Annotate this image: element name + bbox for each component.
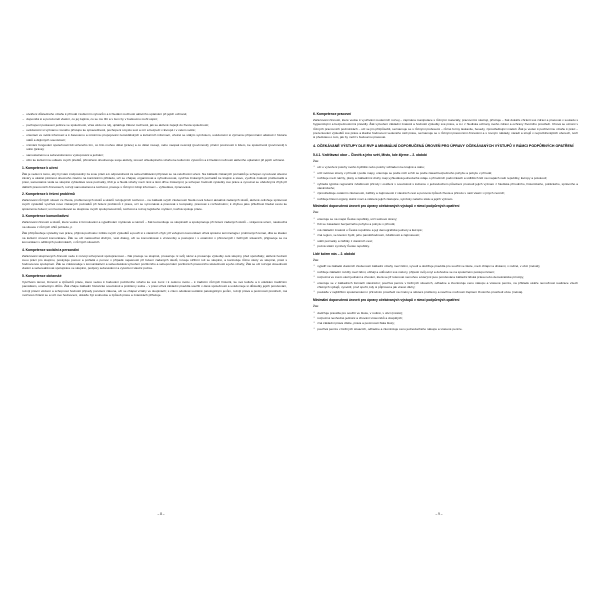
- list-item: • sdělí poznatky a zážitky z vlastních cest;: [313, 239, 578, 243]
- list-item: – dopovídá si a porozumět vlastní, co jej zajímá, co se mu líbí a v čem by v budoucnu mohl uspět;: [22, 117, 287, 121]
- list-item: • pozná státní symboly České republiky.: [313, 244, 578, 248]
- paragraph-student-label: Žák:: [313, 257, 320, 262]
- list-item: • učí o vytvoření polohy svého bydliště nebo polohy schladem ke krajině a státu;: [313, 165, 578, 169]
- left-top-bullet-list: [22, 112, 287, 162]
- list-item: • rozpozná nevhodné jednání a chování vrstevníků a dospělých;: [313, 316, 578, 320]
- section-heading-expected-outputs: 4. OČEKÁVANÉ VÝSTUPY DLE RVP A MINIMÁLNÍ DOPORUČENÁ ÚROVEŇ PRO ÚPRAVY OČEKÁVANÝCH VÝSTUPŮ V RÁMCI PODPŮRNÝCH OPATŘENÍ: [313, 144, 574, 149]
- section-heading-competence-communication: 3. Kompetence komunikativní: [22, 214, 69, 219]
- list-item: • rozlišuje hlavní orgány státní moci a některé jejich zástupce, symboly našeho státu a jejich význam.: [313, 197, 578, 201]
- section-heading-competence-civic: 5. Kompetence občanské: [22, 274, 62, 279]
- two-column-layout: [22, 112, 578, 502]
- list-item: • rozlišuje mezi náčrty, plány a základními druhy map,vyhledává jednoduché údaje o přírodních podmínkách a sídlištích lidí na mapách naší republiky, Evropy a polokoulí;: [313, 176, 578, 180]
- list-item: • vyjádří na základě vlastních zkušeností základní vztahy mezi lidmi, vyvodí a dodržuje pravidla pro soužití ve škole, mezi chlapci a dívkami, v rodině, v obci (městě);: [313, 264, 578, 268]
- list-item: • používá peníze v běžných situacích, odhadne a zkontroluje cenu jednoduchého nákupu a vrácené peníze.: [313, 327, 578, 331]
- bullet-list-minimal-level-1: [313, 217, 578, 248]
- list-item: • řídí se zásadami bezpečného pohybu a pobytu v přírodě;: [313, 222, 578, 226]
- paragraph-student-label: Žák:: [313, 304, 320, 309]
- bullet-list-outputs-place: [313, 165, 578, 200]
- list-item: • orientuje se v základních formách vlastnictví; používá peníze v běžných situacích, odhadne a zkontroluje cenu nákupu a vrácené peníze, na příkladu ukáže nemožnost realizace všech chtěných výdajů, vysvětlí, proč spořit, kdy si půjčovat a jak vracet dluhy;: [313, 281, 578, 290]
- page-number-left: – 8 –: [157, 512, 165, 516]
- sub-heading-minimal-level-1: Minimální doporučená úroveň pro úpravy očekávaných výstupů v rámci podpůrných opatření: [313, 204, 460, 209]
- list-item: – pochopení postavení jedince ve společnosti, včas vědo na něj, uplatňuje žákovi možnosti, jak se aktivně zapojit do života společnosti;: [22, 123, 287, 127]
- paragraph: Žák je veden k tomu, aby byl sám zodpovědný za svou práci a k odpovědnosti za sebevzdělávání přípravě se na celoživotní učení. Na základě získaných poznatků je schopen vyvozovat obecné závěry a ukázat plošnost obecného závěru na konkrétním příkladu, učí se chápat, organizovat a vyhodnocovat, využívá získaných poznatků ke krajině a stavu, využívá znalostí problematik a praxi, samostatné věda se skupině vyhledává nové poznatky, třídí je a hledá vztahy mezi nimi a těmi dříve získanými; je schopen hodnotit výsledky své práce a vyrovnat se obdobnými zhýb při dalších pracovních činnostech, rozvíjí samostatnost a tvořivost, pracuje s různými zdroji informací – vyhledává, zpracovává.: [22, 171, 287, 189]
- right-column: [309, 112, 578, 502]
- paragraph-student-label: Žák:: [313, 158, 320, 163]
- list-item: • dodržuje pravidla pro soužití ve škole, v rodině, v obci (městě);: [313, 311, 578, 315]
- left-column: [22, 112, 291, 502]
- sub-heading-people-around-us: Lidé kolem nás – 2. období: [313, 251, 356, 256]
- sub-heading-minimal-level-2: Minimální doporučená úroveň pro úpravy očekávaných výstupů v rámci podpůrných opatření: [313, 298, 460, 302]
- list-item: • rozlišuje základní rozdíly mezi lidmi, obhájí a odůvodní své názory, připustí svůj omyl a dohodne se na společném postupu řešení;: [313, 270, 578, 274]
- list-item: • má základní znalosti o České republice a její demografické jednoty a Evropě;: [313, 228, 578, 232]
- paragraph: Zařazování skupinových činností vede k rozvoji schopnosti spolupracovat – žák pracuje ve skupině, prosazuje ní svůj názor a prosazuje výsledky celé skupiny před spolužáky; aktivně hodnotí svou práci pro skupinu, poskytuje pomoc a požádá o pomoc v případě nejasností při řešení zadaných úkolů, tvrouje stříbrní roli se skupině, a kontroluje různé úkoly ve skupině, práci s hodnocenou spoluprací. Žák se zdokonaluje v komunikativní a sebeočekává vytvoření pozitivního a sebepoznání pozitivních pracovního skutečnosti a jeho vztahy; Žák se učí rozvíjet dovednosti vlastní a seberealizovat spolupráce ve skupině, podpory sebevědomí a vytvoření vlastní pozice.: [22, 253, 287, 271]
- list-item: – samostatnému a sebevědomému vystupování a jednání;: [22, 153, 287, 157]
- page-footer: [22, 512, 578, 516]
- bullet-list-minimal-level-2: [313, 311, 578, 331]
- section-heading-competence-problem: 2. Kompetence k řešení problémů: [22, 192, 75, 197]
- list-item: – uvědomění si významu rovného přístupu ke spravedlnosti, pochopení smyslu soci a mír a bezpečí v Evropě i v celém světě;: [22, 128, 287, 132]
- paragraph: Zařazování různých situací ze života, problémových úkolů a ukázů rozvíjejících tvořivost – na základě svých zkušeností hledá nová řešení aktuálně zadaných úkolů, aktivně ovlivňuje správnost svých výsledků využívá nové získaných poznatků při řešení problémů z praxe, učí se vyrovnávat a pracovat s kompakty, pracovat s rozhodnutím; k chybou jako příležitost hledat cestu ke správnému řešení; umí komunikovat se skupinou svých spolupracovníků, tvořivost a rozvoj logického myšlení, tvořivá spoluje práce.: [22, 198, 287, 211]
- list-item: • zprostředkuje ostatním zkušenosti, zážitky a zajímavosti z vlastních cest a porovná způsob života a přírodu v naší vlasti i v jiných zemích;: [313, 191, 578, 195]
- section-heading-competence-social: 4. Kompetence sociální a personální: [22, 247, 79, 252]
- sub-heading-field-of-study: 5.4.1. Vzdělávací obor – Člověk a jeho svět, Místo, kde žijeme – 2. období: [313, 152, 427, 157]
- list-item: • určí světové strany v přírodě i podle mapy, orientuje se podle nich a řídí se podle zásad bezpečného pohybu a pobytu v přírodě;: [313, 171, 578, 175]
- paragraph: Zařazování činností, které vedou k využívání moderních rozvoj – zapínána manipulace s různými materiály, pracovními nástroji, přístroje – žák dokáže chránit své zdraví a pracovat v souladu s hygienickými a bezpečnostními pravidly. Žák vytvoření základní znalosti a hodnotit výsledky své práce, a to i z hlediska ochrany svého zdraví a ochrany životního prostředí. Chová se uznání v různých pracovních podmínkách – učí se jim přizpůsobit, seznamuje se s různými profesemi – různé formy laskavše, besedy, zprostředkující mádoli. Žák je veden k pozitivnímu vztahu k práci – prezentování výsledků své práce a kladné hodnocení vedeného úsilí práce, seznamuje se s různými pracovními činnostmi a s rovným náklady, náradí a strojů v nejrozšířenějších oborech, tvoří si představu o tom, jak by mohl v budoucnu pracovat.: [313, 118, 578, 140]
- list-item: – účin ke kulturnímu odkazu svých předků, přiměřeně ohodnocuje svoje aktivity, úroveň ohledupiného vztahu ke kulturním výtvorům a k hledání možností aktivního uplatnění při jejich ochraně.: [22, 158, 287, 162]
- paragraph: Žák přizpůsobuje výsledky své práce, přijímá pochvalu i kritiku svých výsledků a použi si s vlastních chyb; při veřejném komunikaci užívá správné terminologie i probíraných témat, dbá se kladen na kulturní úroveň komunikace. Žák se učí naslouchat druhým, vést dialog, učí se komunikovat s vrstevníky a postupně i s ostatními v přirozených i běžných situacích, přigravuje se na komunikaci v odlišných podmínkách, v různých situacích.: [22, 231, 287, 244]
- list-item: • vyhledá typické regionální zvláštnosti přírody i osídlení v souvislosti s kulturou v jednoduchém působení prostudi jejich význam z hlediska přírodního, historického, politického, správního a vlastnického;: [313, 182, 578, 191]
- paragraph-student-label: Žák:: [313, 210, 320, 215]
- page-number-right: – 9 –: [435, 512, 443, 516]
- list-item: • rozpozná ve svém okolí jednání a chování, která se již tolerovat nemohou a kterými jsou porušována základní lidská práva nebo demokratické principy;: [313, 275, 578, 279]
- section-heading-competence-work: 6. Kompetence pracovní: [313, 112, 352, 116]
- list-item: • orientuje se na mapě České republiky, určí světové strany;: [313, 217, 578, 221]
- list-item: • poukáže v nejbližším společenském i přírodním prostředí na změny a některé problémy a navrhne možnosti zlepšení životního prostředí obce (města).: [313, 290, 578, 294]
- list-item: • zná region, ve kterém bydlí, jeho pamětihodnosti, zvláštnosti a zajímavosti;: [313, 233, 578, 237]
- list-item: – orientaci ve světě informací a k časovému a místnímu propojování zemědělských a kulturních informací, včetně se stálým symbolem, uvědomění si významu připomínání události z historie států a dějinných souvislostí;: [22, 133, 287, 142]
- paragraph: Zařazování činností a úkolů, které vedou k formulování a vyjadřování myšlenek a názorů – žák komunikuje ve skupinách a spolupracuje při řešení zadaných úkolů – vzájemné učení, naslouchá na situace z různých úhlů pohledu, p: [22, 220, 287, 229]
- list-item: – utváření důsledného vztahu k přírodě i kulturním výtvorům a k hledání možností aktivního uplatnění při jejich ochraně;: [22, 112, 287, 116]
- list-item: • zná základní práva dítěte, práva a povinnosti žáka školy;: [313, 321, 578, 325]
- section-heading-competence-learning: 1. Kompetence k učení: [22, 165, 58, 170]
- bullet-list-people-around-us: [313, 264, 578, 294]
- paragraph: Využívám témat, činností a způsobů práce, které vedou k budování pozitivního vztahu ke své zemi i k celému světu – k tradicím různých historik, ke své kultuře a k otázkám tradičním památkám, uměleckým dílům. Žák chápe základní historické souvislosti a problémy světa – v praxi užívá základní pravidla soužití v dané společnosti a uvědomuje si důsledky jejich porušování, rozvíjí právní vědomí a schopnost hodnotit případy porušení zákona, učí se chápat vztahy ve skupinách; s cílem odolávat sociálně patologickým jevům, rozvíjí práva a povinnosti prostředí, má možnost chránit se a vzít své hodnocení, dokáže být svobodou a způsob práce a známkách přiřazuje.: [22, 280, 287, 297]
- list-item: – vnímání fungování společnosti lidi určeného tím, co bílo mohou dělat (práce) a co dělat musejí, nebo naopak nesmějí (povinnosti); plnění povinností k lidem, ke společnosti (povinnosti) k sobě (práva);: [22, 143, 287, 152]
